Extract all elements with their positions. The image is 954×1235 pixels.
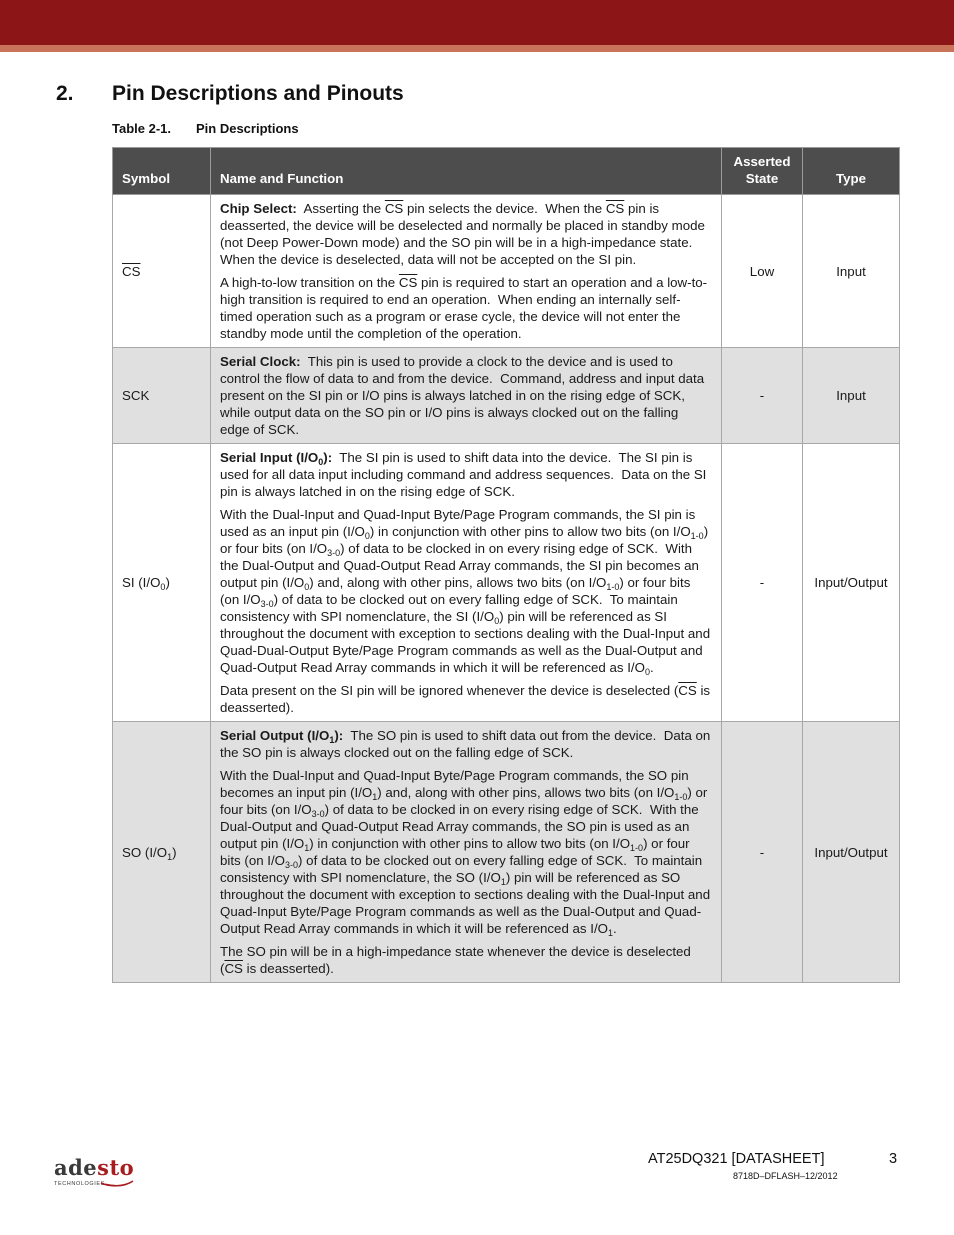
cell-asserted-state: - [722, 348, 803, 444]
logo-swoosh-icon [100, 1179, 134, 1187]
cell-asserted-state: - [722, 444, 803, 722]
cell-symbol [113, 195, 211, 348]
header-symbol: Symbol [113, 148, 211, 195]
cell-function [211, 348, 722, 444]
table-row-cs [113, 195, 900, 348]
function-paragraph: With the Dual-Input and Quad-Input Byte/Page Program commands, the SO pin becomes an input pin $(I/O_1)$ and, along with other pins, allows two bits (on $I/O_{1-0}$) or four bits (on $I/O_{3-0}$) of data to be clocked in on every rising edge of SCK. With the Dual-Output and Quad-Output Read Array commands, the SO pin is used as an output pin $(I/O_1)$ in conjunction with other pins to allow two bits (on $I/O_{1-0}$) or four bits (on $I/O_{3-0}$) of data to be clocked out on every falling edge of SCK. To maintain consistency with SPI nomenclature, the SO $(I/O_1)$ pin will be referenced as SO throughout the document with exception to sections dealing with the Dual-Input and Quad-Input Byte/Page Program commands as well as the Dual-Output and Quad-Output Read Array commands in which it will be referenced as $I/O_1$. [220, 768, 711, 938]
cell-asserted-state: - [722, 722, 803, 983]
cell-asserted-state: Low [722, 195, 803, 348]
table-row-si [113, 444, 900, 722]
cell-function [211, 195, 722, 348]
function-paragraph: Serial Clock: This pin is used to provide a clock to the device and is used to control the flow of data to and from the device. Command, address and input data present on the SI pin or I/O pins is always latched in on the rising edge of SCK, while output data on the SO pin or I/O pins is always clocked out on the falling edge of SCK. [220, 354, 705, 437]
cell-function [211, 722, 722, 983]
table-row-so [113, 722, 900, 983]
header-asserted-line1: Asserted [733, 154, 791, 169]
adesto-logo [54, 1157, 136, 1189]
function-paragraph: With the Dual-Input and Quad-Input Byte/Page Program commands, the SI pin is used as an input pin $(I/O_0)$ in conjunction with other pins to allow two bits (on $I/O_{1-0}$) or four bits (on $I/O_{3-0}$) of data to be clocked in on every rising edge of SCK. With the Dual-Output and Quad-Output Read Array commands, the SI pin becomes an output pin $(I/O_0)$ and, along with other pins, allows two bits (on $I/O_{1-0}$) or four bits (on $I/O_{3-0}$) of data to be clocked out on every falling edge of SCK. To maintain consistency with SPI nomenclature, the SI $(I/O_0)$ pin will be referenced as SI throughout the document with exception to sections dealing with the Dual-Input and Quad-Dual-Output Byte/Page Program commands as well as the Dual-Output and Quad-Output Read Array commands in which it will be referenced as $I/O_0$. [220, 507, 711, 677]
header-type: Type [803, 148, 900, 195]
section-heading [56, 82, 404, 106]
section-number: 2. [56, 82, 74, 105]
document-code: 8718D–DFLASH–12/2012 [733, 1171, 838, 1181]
cell-type: Input/Output [803, 722, 900, 983]
function-paragraph: Serial Output $(I/O_1)$: The SO pin is used to shift data out from the device. Data on the SO pin is always clocked out on the falling edge of SCK. [220, 728, 711, 760]
table-caption-title: Pin Descriptions [196, 121, 299, 136]
function-paragraph: Chip Select: Asserting the $\overline{CS}$ pin selects the device. When the $\overline{CS}$ pin is deasserted, the device will be deselected and normally be placed in standby mode (not Deep Power-Down mode) and the SO pin will be in a high-impedance state. When the device is deselected, data will not be accepted on the SI pin. [220, 201, 705, 267]
table-header-row [113, 148, 900, 195]
symbol-text: $\overline{CS}$ [122, 263, 141, 279]
logo-subtitle: TECHNOLOGIES [54, 1181, 105, 1187]
cell-symbol: SI $(I/O_0)$ [113, 444, 211, 722]
table-caption-number: Table 2-1. [112, 121, 172, 136]
header-asserted-state [722, 148, 803, 195]
cell-type: Input [803, 348, 900, 444]
page-number: 3 [889, 1151, 898, 1167]
table-caption [112, 121, 299, 136]
function-paragraph: A high-to-low transition on the $\overline{CS}$ pin is required to start an operation and a low-to-high transition is required to end an operation. When ending an internally self-timed operation such as a program or erase cycle, the device will not enter the standby mode until the completion of the operation. [220, 275, 708, 341]
cell-function [211, 444, 722, 722]
table-row-sck [113, 348, 900, 444]
cell-symbol: SO $(I/O_1)$ [113, 722, 211, 983]
pin-descriptions-table [112, 147, 900, 983]
header-name-function: Name and Function [211, 148, 722, 195]
function-paragraph: Serial Input $(I/O_0)$: The SI pin is used to shift data into the device. The SI pin is used for all data input including command and address sequences. Data on the SI pin is always latched in on the rising edge of SCK. [220, 450, 707, 499]
cell-type: Input [803, 195, 900, 348]
header-stripe [0, 45, 954, 52]
function-paragraph: The SO pin will be in a high-impedance state whenever the device is deselected ($\overline{CS}$ is deasserted). [220, 944, 691, 976]
section-title: Pin Descriptions and Pinouts [112, 82, 404, 105]
logo-wordmark: adesto [54, 1155, 135, 1180]
cell-type: Input/Output [803, 444, 900, 722]
function-paragraph: Data present on the SI pin will be ignored whenever the device is deselected ($\overline{CS}$ is deasserted). [220, 683, 711, 715]
cell-symbol: SCK [113, 348, 211, 444]
header-asserted-line2: State [745, 171, 779, 186]
document-title: AT25DQ321 [DATASHEET] [648, 1151, 825, 1167]
header-bar [0, 0, 954, 45]
